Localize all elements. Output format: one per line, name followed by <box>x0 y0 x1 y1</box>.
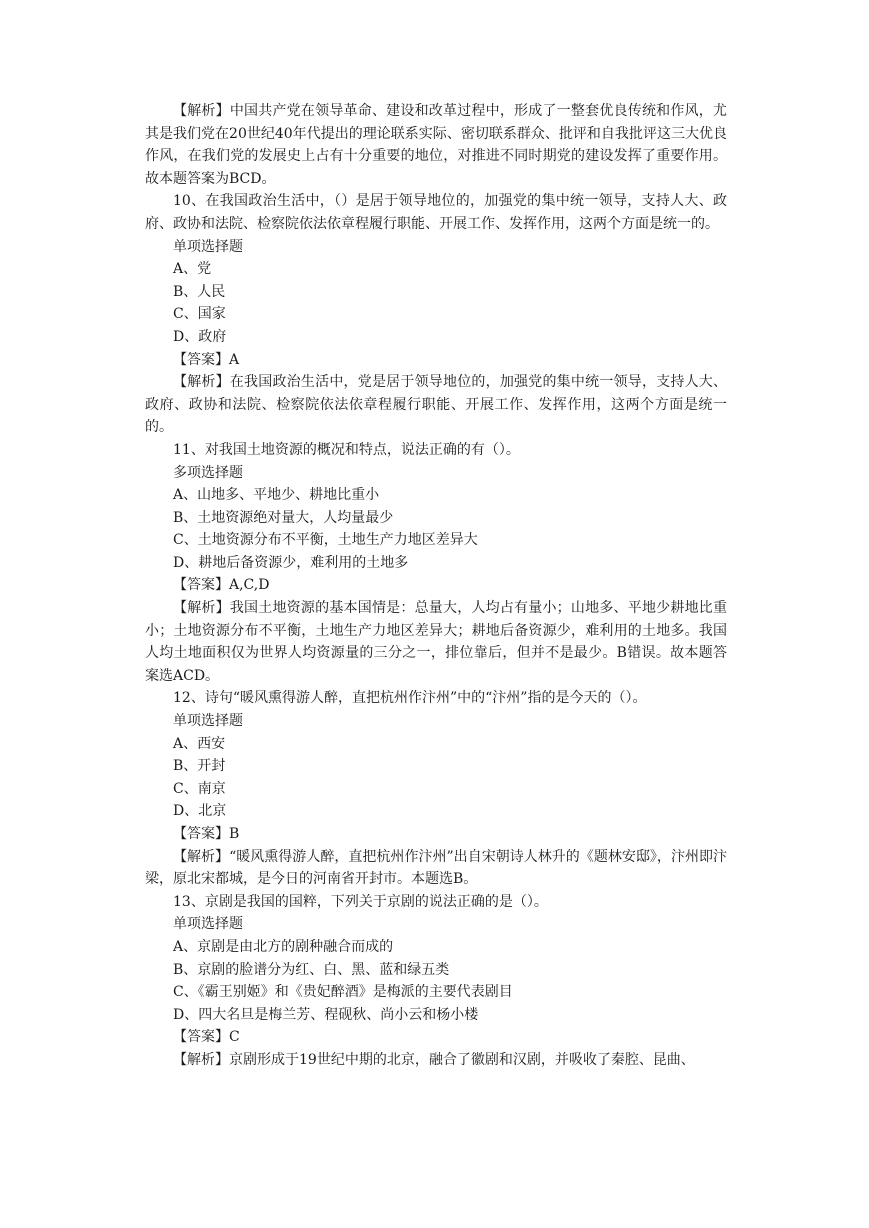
explanation-paragraph: 【解析】京剧形成于19世纪中期的北京，融合了徽剧和汉剧，并吸收了秦腔、昆曲、 <box>173 1051 695 1068</box>
option-d: D、政府 <box>173 328 227 345</box>
option-b: B、京剧的脸谱分为红、白、黑、蓝和绿五类 <box>173 961 450 978</box>
answer-line: 【答案】A,C,D <box>173 577 270 594</box>
option-d: D、耕地后备资源少，难利用的土地多 <box>173 554 409 571</box>
answer-line: 【答案】B <box>173 826 240 842</box>
question-stem-11: 11、对我国土地资源的概况和特点，说法正确的有（）。 <box>173 441 520 458</box>
question-stem-13: 13、京剧是我国的国粹，下列关于京剧的说法正确的是（）。 <box>173 893 548 910</box>
question-type-label: 单项选择题 <box>173 238 243 255</box>
option-a: A、西安 <box>173 735 226 752</box>
explanation-paragraph: 【解析】“暖风熏得游人醉，直把杭州作汴州”出自宋朝诗人林升的《题林安邸》，汴州即汴梁，原北宋都城，是今日的河南省开封市。本题选B。 <box>145 848 727 888</box>
option-c: C、南京 <box>173 780 226 797</box>
option-a: A、京剧是由北方的剧种融合而成的 <box>173 938 394 955</box>
option-b: B、开封 <box>173 758 226 775</box>
answer-line: 【答案】C <box>173 1029 240 1046</box>
option-b: B、土地资源绝对量大，人均量最少 <box>173 509 394 526</box>
option-c: C、《霸王别姬》和《贵妃醉酒》是梅派的主要代表剧目 <box>173 984 513 1001</box>
document-body <box>145 100 727 1072</box>
option-a: A、党 <box>173 261 212 278</box>
question-stem-10: 10、在我国政治生活中，（）是居于领导地位的，加强党的集中统一领导，支持人大、政府、政协和法院、检察院依法依章程履行职能、开展工作、发挥作用，这两个方面是统一的。 <box>145 193 727 232</box>
option-c: C、土地资源分布不平衡，土地生产力地区差异大 <box>173 532 478 549</box>
option-b: B、人民 <box>173 283 226 300</box>
question-stem-12: 12、诗句“暖风熏得游人醉，直把杭州作汴州”中的“汴州”指的是今天的（）。 <box>173 690 647 707</box>
option-c: C、国家 <box>173 306 226 323</box>
option-d: D、四大名旦是梅兰芳、程砚秋、尚小云和杨小楼 <box>173 1006 479 1023</box>
question-type-label: 单项选择题 <box>173 916 243 933</box>
explanation-paragraph: 【解析】我国土地资源的基本国情是：总量大，人均占有量小；山地多、平地少耕地比重小；土地资源分布不平衡，土地生产力地区差异大；耕地后备资源少，难利用的土地多。我国人均土地面积仅为世界人均资源量的三分之一，排位靠后，但并不是最少。B错误。故本题答案选ACD。 <box>145 600 727 684</box>
explanation-paragraph: 【解析】在我国政治生活中，党是居于领导地位的，加强党的集中统一领导，支持人大、政府、政协和法院、检察院依法依章程履行职能、开展工作、发挥作用，这两个方面是统一的。 <box>145 374 727 436</box>
explanation-paragraph: 【解析】中国共产党在领导革命、建设和改革过程中，形成了一整套优良传统和作风，尤其是我们党在20世纪40年代提出的理论联系实际、密切联系群众、批评和自我批评这三大优良作风，在我们党的发展史上占有十分重要的地位，对推进不同时期党的建设发挥了重要作用。故本题答案为BCD。 <box>145 103 727 187</box>
option-d: D、北京 <box>173 803 227 820</box>
answer-line: 【答案】A <box>173 351 240 368</box>
question-type-label: 单项选择题 <box>173 713 243 730</box>
question-type-label: 多项选择题 <box>173 464 243 481</box>
option-a: A、山地多、平地少、耕地比重小 <box>173 487 380 504</box>
